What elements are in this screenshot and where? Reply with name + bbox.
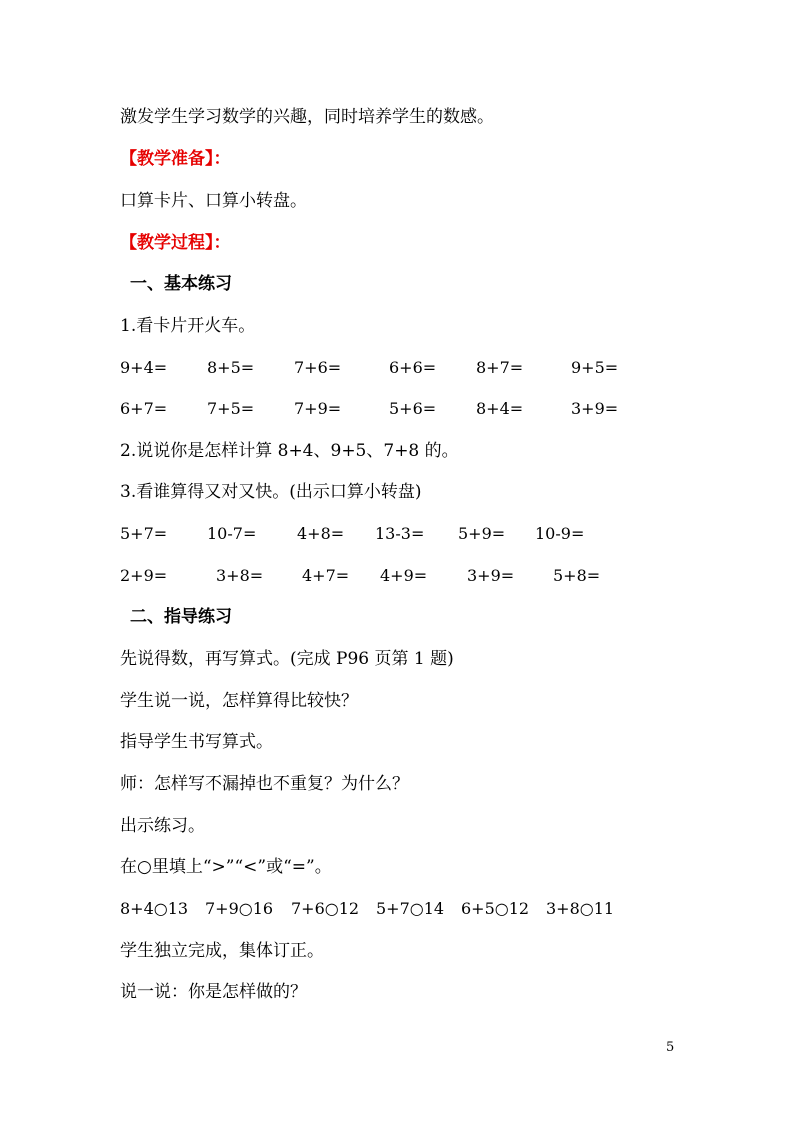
exercise-row-3 bbox=[0, 522, 793, 546]
exercise: 5+6= bbox=[389, 399, 437, 418]
exercise: 7+6= bbox=[294, 358, 342, 377]
exercise: 4+7= bbox=[302, 566, 350, 585]
comparison-row bbox=[0, 897, 793, 921]
exercise: 8+7= bbox=[476, 358, 524, 377]
exercise: 10-9= bbox=[535, 524, 585, 543]
guided-line: 师：怎样写不漏掉也不重复？为什么？ bbox=[120, 774, 409, 794]
teaching-process-heading: 【教学过程】： bbox=[120, 233, 231, 253]
item-2: 2.说说你是怎样计算 8+4、9+5、7+8 的。 bbox=[120, 441, 459, 461]
exercise: 4+9= bbox=[380, 566, 428, 585]
section-basic-practice: 一、基本练习 bbox=[130, 274, 232, 294]
exercise: 5+9= bbox=[458, 524, 506, 543]
exercise: 5+8= bbox=[553, 566, 601, 585]
exercise: 5+7= bbox=[120, 524, 168, 543]
exercise: 7+9= bbox=[294, 399, 342, 418]
page-number: 5 bbox=[666, 1040, 675, 1055]
exercise: 4+8= bbox=[297, 524, 345, 543]
exercise-row-4 bbox=[0, 564, 793, 588]
exercise: 2+9= bbox=[120, 566, 168, 585]
guided-line: 说一说：你是怎样做的？ bbox=[120, 982, 307, 1002]
exercise: 3+9= bbox=[467, 566, 515, 585]
comparison-exercise: 6+5○12 bbox=[461, 899, 530, 918]
exercise: 7+5= bbox=[207, 399, 255, 418]
comparison-exercise: 5+7○14 bbox=[376, 899, 445, 918]
exercise: 8+4= bbox=[476, 399, 524, 418]
preparation-text: 口算卡片、口算小转盘。 bbox=[120, 191, 307, 211]
teaching-preparation-heading: 【教学准备】： bbox=[120, 149, 231, 169]
item-3: 3.看谁算得又对又快。(出示口算小转盘) bbox=[120, 482, 422, 502]
guided-line: 出示练习。 bbox=[120, 816, 205, 836]
comparison-exercise: 7+9○16 bbox=[205, 899, 274, 918]
item-1: 1.看卡片开火车。 bbox=[120, 316, 256, 336]
exercise: 6+6= bbox=[389, 358, 437, 377]
exercise: 9+4= bbox=[120, 358, 168, 377]
comparison-exercise: 8+4○13 bbox=[120, 899, 189, 918]
exercise: 8+5= bbox=[207, 358, 255, 377]
guided-line: 学生说一说，怎样算得比较快？ bbox=[120, 691, 358, 711]
guided-line: 指导学生书写算式。 bbox=[120, 732, 273, 752]
comparison-exercise: 3+8○11 bbox=[546, 899, 615, 918]
exercise: 10-7= bbox=[207, 524, 257, 543]
exercise-row-2 bbox=[0, 397, 793, 421]
exercise: 3+8= bbox=[216, 566, 264, 585]
exercise: 13-3= bbox=[375, 524, 425, 543]
section-guided-practice: 二、指导练习 bbox=[130, 607, 232, 627]
exercise-row-1 bbox=[0, 356, 793, 380]
guided-line: 先说得数，再写算式。(完成 P96 页第 1 题) bbox=[120, 649, 454, 669]
comparison-exercise: 7+6○12 bbox=[291, 899, 360, 918]
guided-line: 在○里填上“>”“<”或“=”。 bbox=[120, 857, 332, 877]
exercise: 3+9= bbox=[571, 399, 619, 418]
exercise: 6+7= bbox=[120, 399, 168, 418]
guided-line: 学生独立完成，集体订正。 bbox=[120, 941, 324, 961]
body-text-line: 激发学生学习数学的兴趣，同时培养学生的数感。 bbox=[120, 107, 494, 127]
exercise: 9+5= bbox=[571, 358, 619, 377]
